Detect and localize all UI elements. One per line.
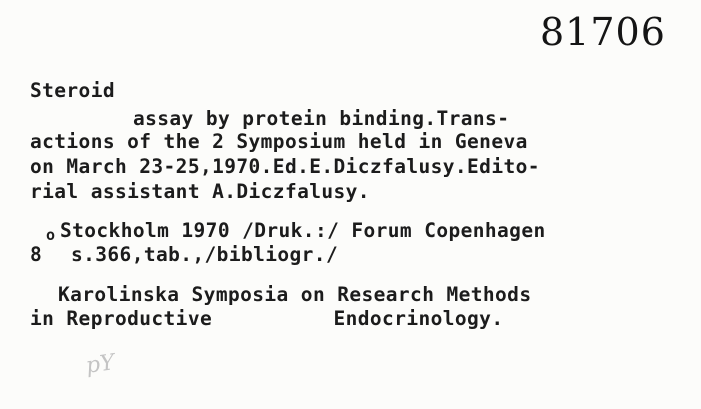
format-superscript: o [46, 226, 56, 244]
heading-word: Steroid [30, 79, 115, 102]
accession-number: 81706 [540, 10, 666, 54]
series-line-1: Karolinska Symposia on Research Methods [58, 283, 532, 306]
title-line-4: rial assistant A.Diczfalusy. [30, 180, 370, 203]
format-mark: 8 [30, 243, 43, 266]
imprint-line: Stockholm 1970 /Druk.:/ Forum Copenhagen [60, 219, 546, 242]
collation-line: s.366,tab.,/bibliogr./ [71, 243, 339, 266]
pencil-note: pY [84, 350, 117, 379]
title-line-2: actions of the 2 Symposium held in Geneva [30, 130, 528, 153]
title-line-3: on March 23-25,1970.Ed.E.Diczfalusy.Edito- [30, 155, 540, 178]
title-line-1: assay by protein binding.Trans- [133, 107, 510, 130]
series-line-2: in Reproductive Endocrinology. [30, 307, 504, 330]
